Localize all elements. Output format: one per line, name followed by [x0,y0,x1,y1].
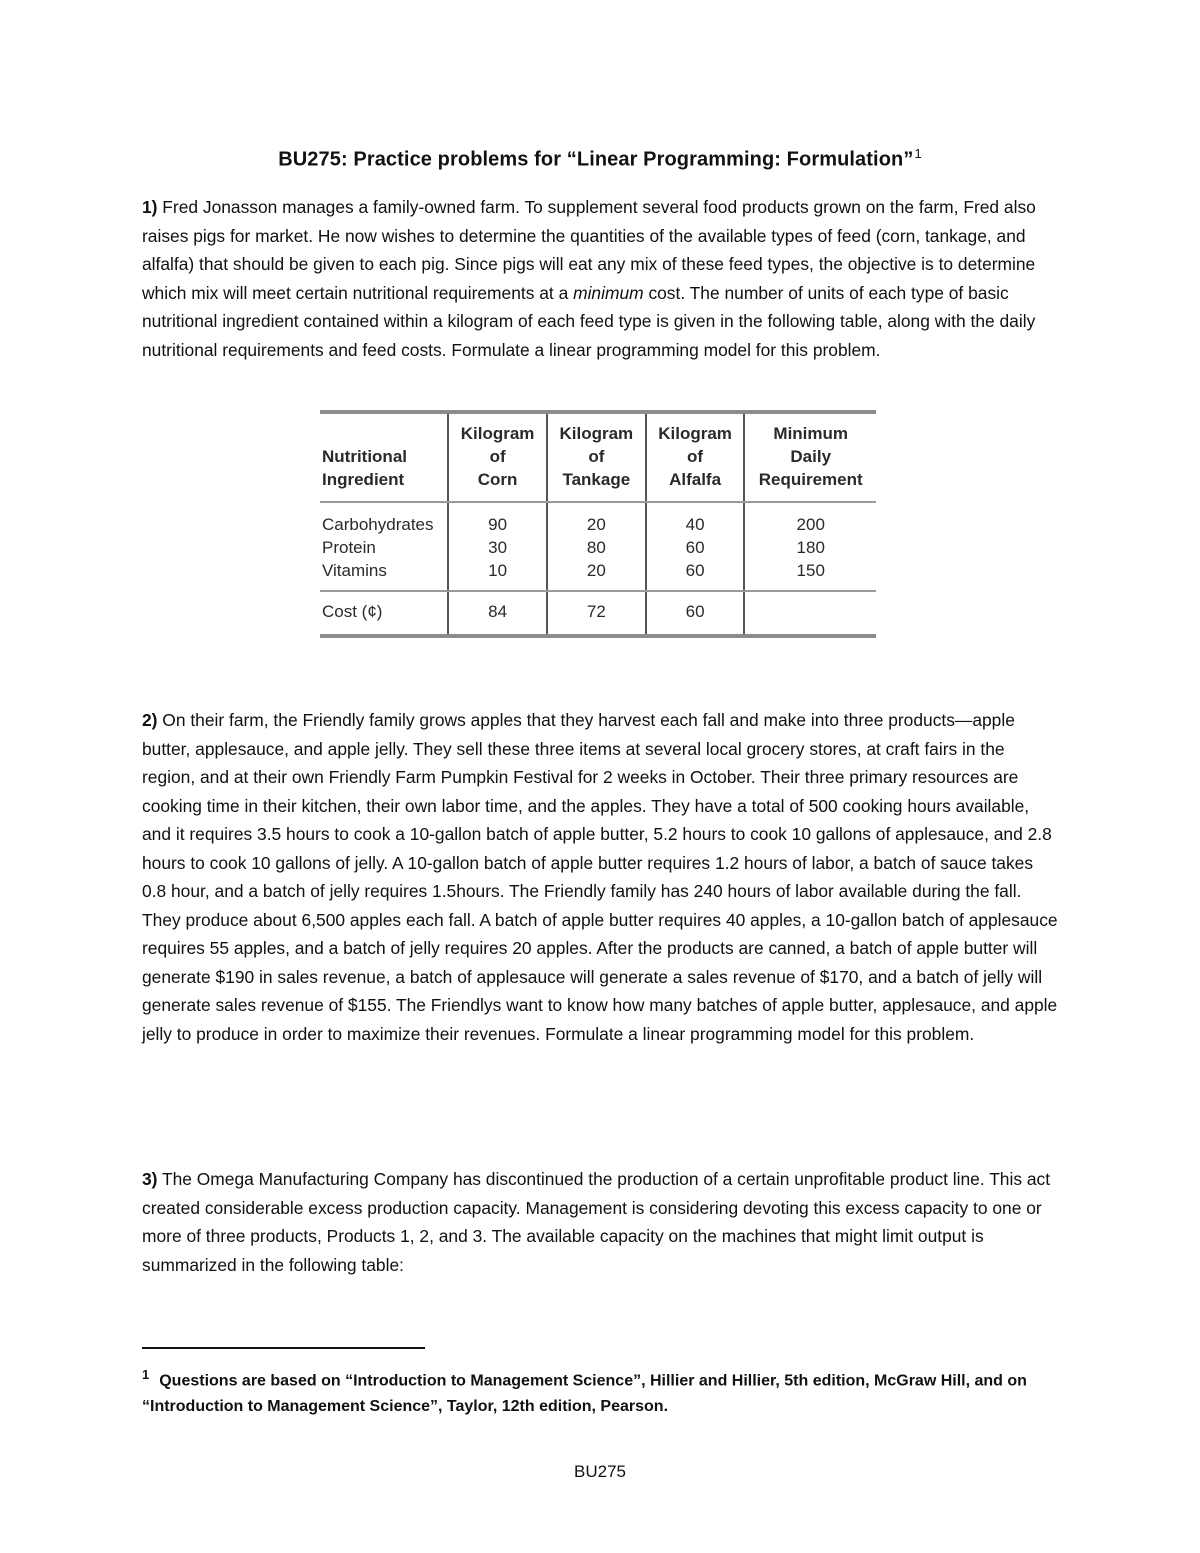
page-title [0,146,1200,172]
footnote [142,1362,1067,1420]
table-cell: 180 [796,538,825,557]
problem-1 [142,193,1062,364]
alfalfa-column [646,502,745,591]
problem-1-italic: minimum [573,282,644,303]
footnote-mark: 1 [142,1367,150,1382]
cost-corn: 84 [448,591,547,634]
ingredient-column [320,502,448,591]
header-ingredient: Nutritional Ingredient [320,414,448,502]
title-footnote-mark: 1 [914,146,922,161]
corn-column [448,502,547,591]
cost-label: Cost (¢) [322,602,383,621]
table-cell: Vitamins [322,561,387,580]
table-cell: 40 [685,515,705,534]
header-requirement: Minimum Daily Requirement [744,414,876,502]
problem-1-text-b: cost. The number of units of each type of basic nutritional ingredient contained within a kilogram of each feed type is given in the following table, along with the daily nutritional requirements and feed costs. Formulate a linear programming model for this problem. [142,282,1036,360]
cost-requirement [744,591,876,634]
problem-1-text-a: Fred Jonasson manages a family-owned farm. To supplement several food products grown on the farm, Fred also raises pigs for market. He now wishes to determine the quantities of the available types of feed (corn, tankage, and alfalfa) that should be given to each pig. Since pigs will eat any mix of these feed types, the objective is to determine which mix will meet certain nutritional requirements at a [142,197,1036,303]
table-cell: 30 [488,538,508,557]
tankage-column [547,502,646,591]
page-title-text: BU275: Practice problems for “Linear Programming: Formulation” [278,148,914,171]
table-cell: 20 [586,515,606,534]
table-cell: 80 [586,538,606,557]
table-cell: 10 [488,561,508,580]
problem-3 [142,1165,1062,1279]
feed-table-header [320,414,876,502]
table-cell: Protein [322,538,376,557]
problem-2-number: 2) [142,710,158,730]
table-cell: 60 [685,538,705,557]
table-cell: 60 [685,561,705,580]
table-cell: Carbohydrates [322,515,434,534]
problem-3-text: The Omega Manufacturing Company has discontinued the production of a certain unprofitable product line. This act created considerable excess production capacity. Management is considering devoting this excess capacity to one or more of three products, Products 1, 2, and 3. The available capacity on the machines that might limit output is summarized in the following table: [142,1169,1051,1275]
table-cell: 150 [796,561,825,580]
header-tankage: Kilogram of Tankage [547,414,646,502]
feed-table [320,410,876,638]
problem-2 [142,706,1062,1048]
table-cell: 90 [488,515,508,534]
cost-alfalfa: 60 [646,591,745,634]
feed-table-values [320,502,876,591]
header-alfalfa: Kilogram of Alfalfa [646,414,745,502]
problem-1-number: 1) [142,197,158,217]
footnote-text: Questions are based on “Introduction to Management Science”, Hillier and Hillier, 5th edition, McGraw Hill, and on “Introduction to Management Science”, Taylor, 12th edition, Pearson. [142,1372,1027,1416]
page-footer: BU275 [574,1462,626,1481]
footnote-divider [142,1347,425,1349]
table-cell: 200 [796,515,825,534]
cost-tankage: 72 [547,591,646,634]
header-corn: Kilogram of Corn [448,414,547,502]
problem-2-text: On their farm, the Friendly family grows apples that they harvest each fall and make into three products—apple butter, applesauce, and apple jelly. They sell these three items at several local grocery stores, at craft fairs in the region, and at their own Friendly Farm Pumpkin Festival for 2 weeks in October. Their three primary resources are cooking time in their kitchen, their own labor time, and the apples. They have a total of 500 cooking hours available, and it requires 3.5 hours to cook a 10-gallon batch of apple butter, 5.2 hours to cook 10 gallons of applesauce, and 2.8 hours to cook 10 gallons of jelly. A 10-gallon batch of apple butter requires 1.2 hours of labor, a batch of sauce takes 0.8 hour, and a batch of jelly requires 1.5hours. The Friendly family has 240 hours of labor available during the fall. They produce about 6,500 apples each fall. A batch of apple butter requires 40 apples, a 10-gallon batch of applesauce requires 55 apples, and a batch of jelly requires 20 apples. After the products are canned, a batch of apple butter will generate $190 in sales revenue, a batch of applesauce will generate a sales revenue of $170, and a batch of jelly will generate sales revenue of $155. The Friendlys want to know how many batches of apple butter, applesauce, and apple jelly to produce in order to maximize their revenues. Formulate a linear programming model for this problem. [142,710,1058,1044]
problem-3-number: 3) [142,1169,158,1189]
table-cell: 20 [586,561,606,580]
requirement-column [744,502,876,591]
feed-table-cost-row [320,591,876,634]
